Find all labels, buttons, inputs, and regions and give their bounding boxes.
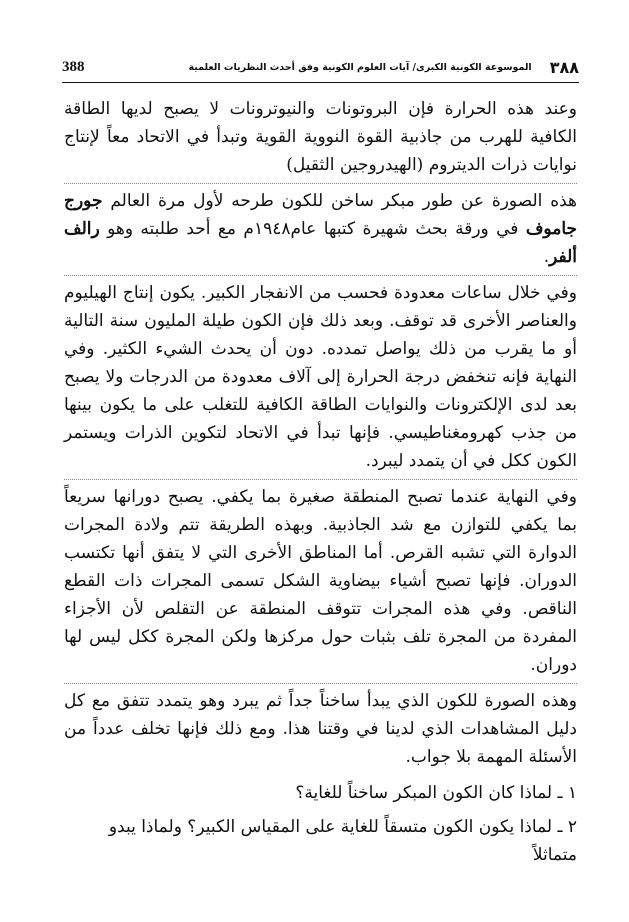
paragraph-2-part-1: هذه الصورة عن طور مبكر ساخن للكون طرحه لأول مرة العالم	[102, 191, 577, 211]
question-2: ٢ ـ لماذا يكون الكون متسقاً للغاية على المقياس الكبير؟ ولماذا يبدو متماثلاً	[108, 817, 577, 865]
page-number-arabic: ٣٨٨	[549, 57, 579, 77]
name-george-gamow: جورج جاموف	[64, 191, 578, 239]
question-1: ١ ـ لماذا كان الكون المبكر ساخناً للغاية؟	[295, 783, 577, 803]
paragraph-1: وعند هذه الحرارة فإن البروتونات والنيوترونات لا يصبح لديها الطاقة الكافية للهرب من جاذبية القوة النووية القوية وتبدأ في الاتحاد معاً لإنتاج نوايات ذرات الديتروم (الهيدروجين الثقيل)	[64, 99, 577, 175]
page-number-latin: 388	[62, 58, 85, 75]
paragraph-2-part-3: .	[543, 247, 550, 267]
name-ralph-alpher: رالف ألفر	[64, 219, 577, 267]
page-header	[62, 52, 579, 83]
running-title: الموسوعة الكونية الكبرى/ آيات العلوم الكونية وفق أحدث النظريات العلمية	[188, 61, 532, 73]
page-body	[64, 92, 577, 871]
paragraph-2	[64, 183, 577, 275]
paragraph-3: وفي خلال ساعات معدودة فحسب من الانفجار الكبير. يكون إنتاج الهيليوم والعناصر الأخرى قد توقف. وبعد ذلك فإن الكون طيلة المليون سنة التالية أو ما يقرب من ذلك يواصل تمدده. دون أن يحدث الشيء الكثير. وفي النهاية فإنه تنخفض درجة الحرارة إلى آلاف معدودة من الدرجات ولا يصبح بعد لدى الإلكترونات والنوايات الطاقة الكافية للتغلب على ما يكون بينها من جذب كهرومغناطيسي. فإنها تبدأ في الاتحاد لتكوين الذرات ويستمر الكون ككل في أن يتمدد ليبرد.	[64, 275, 577, 479]
paragraph-2-part-2: في ورقة بحث شهيرة كتبها عام١٩٤٨م مع أحد طلبته وهو	[99, 219, 526, 239]
paragraph-4: وفي النهاية عندما تصبح المنطقة صغيرة بما يكفي. يصبح دورانها سريعاً بما يكفي للتوازن مع شد الجاذبية. وبهذه الطريقة تتم ولادة المجرات الدوارة التي تشبه القرص. أما المناطق الأخرى التي لا يتفق أنها تكتسب الدوران. فإنها تصبح أشياء بيضاوية الشكل تسمى المجرات ذات القطع الناقص. وفي هذه المجرات تتوقف المنطقة عن التقلص لأن الأجزاء المفردة من المجرة تلف بثبات حول مركزها ولكن المجرة ككل ليس لها دوران.	[64, 479, 577, 683]
paragraph-5: وهذه الصورة للكون الذي يبدأ ساخناً جداً ثم يبرد وهو يتمدد تتفق مع كل دليل المشاهدات الذي لدينا في وقتنا هذا. ومع ذلك فإنها تخلف عدداً من الأسئلة المهمة بلا جواب.	[64, 683, 577, 775]
